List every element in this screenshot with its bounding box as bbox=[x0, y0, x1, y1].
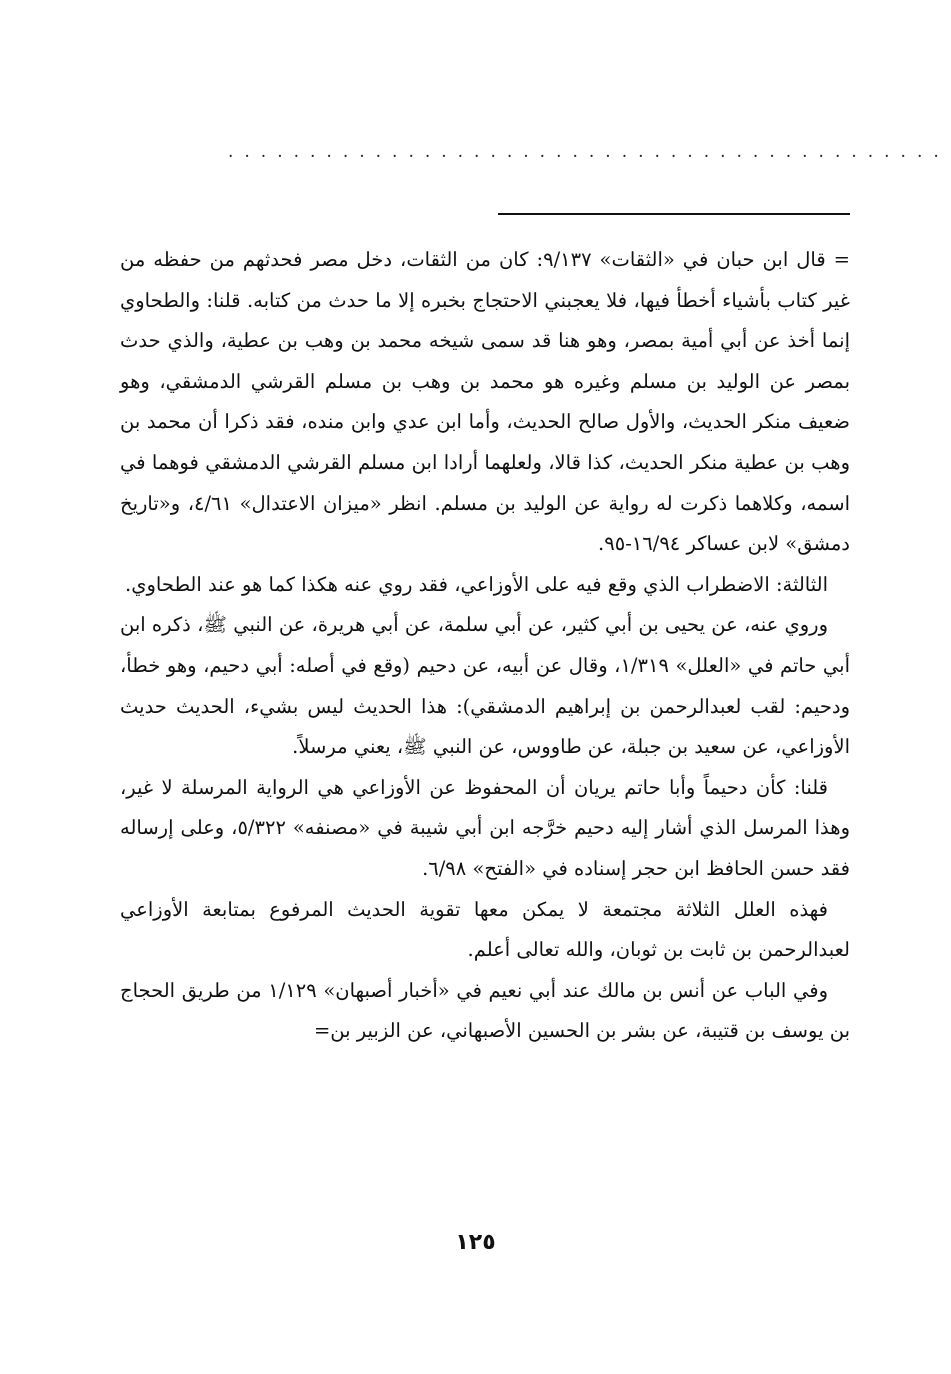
footnote-paragraph: وروي عنه، عن يحيى بن أبي كثير، عن أبي سلمة، عن أبي هريرة، عن النبي ﷺ، ذكره ابن أبي حاتم في «العلل» ١/٣١٩، وقال عن أبيه، عن دحيم (وقع في أصله: أبي دحيم، وهو خطأ، ودحيم: لقب لعبدالرحمن بن إبراهيم الدمشقي): هذا الحديث ليس بشيء، الحديث حديث الأوزاعي، عن سعيد بن جبلة، عن طاووس، عن النبي ﷺ، يعني مرسلاً. bbox=[120, 613, 850, 759]
dotted-separator: ............................................ bbox=[228, 142, 950, 162]
page-number: ١٢٥ bbox=[455, 1230, 496, 1255]
footnote-paragraph: وفي الباب عن أنس بن مالك عند أبي نعيم في «أخبار أصبهان» ١/١٢٩ من طريق الحجاج بن يوسف بن قتيبة، عن بشر بن الحسين الأصبهاني، عن الزبير بن= bbox=[120, 978, 850, 1043]
footnote-paragraph: قلنا: كأن دحيماً وأبا حاتم يريان أن المحفوظ عن الأوزاعي هي الرواية المرسلة لا غير، وهذا المرسل الذي أشار إليه دحيم خرَّجه ابن أبي شيبة في «مصنفه» ٥/٣٢٢، وعلى إرساله فقد حسن الحافظ ابن حجر إسناده في «الفتح» ٦/٩٨. bbox=[120, 775, 850, 880]
footnote-paragraph: فهذه العلل الثلاثة مجتمعة لا يمكن معها تقوية الحديث المرفوع بمتابعة الأوزاعي لعبدالرحمن بن ثابت بن ثوبان، والله تعالى أعلم. bbox=[120, 897, 850, 962]
footnote-paragraph: = قال ابن حبان في «الثقات» ٩/١٣٧: كان من الثقات، دخل مصر فحدثهم من حفظه من غير كتاب بأشياء أخطأ فيها، فلا يعجبني الاحتجاج بخبره إلا ما حدث من كتابه. قلنا: والطحاوي إنما أخذ عن أبي أمية بمصر، وهو هنا قد سمى شيخه محمد بن وهب بن عطية، والذي حدث بمصر عن الوليد بن مسلم وغيره هو محمد بن وهب بن مسلم القرشي الدمشقي، وهو ضعيف منكر الحديث، والأول صالح الحديث، وأما ابن عدي وابن منده، فقد ذكرا أن محمد بن وهب بن عطية منكر الحديث، كذا قالا، ولعلهما أرادا ابن مسلم القرشي الدمشقي فوهما في اسمه، وكلاهما ذكرت له رواية عن الوليد بن مسلم. انظر «ميزان الاعتدال» ٤/٦١، و«تاريخ دمشق» لابن عساكر ١٦/٩٤-٩٥. bbox=[120, 248, 850, 556]
footnote-paragraph: الثالثة: الاضطراب الذي وقع فيه على الأوزاعي، فقد روي عنه هكذا كما هو عند الطحاوي. bbox=[125, 572, 828, 596]
footnote-text bbox=[120, 240, 850, 1052]
footnote-rule bbox=[498, 213, 850, 215]
